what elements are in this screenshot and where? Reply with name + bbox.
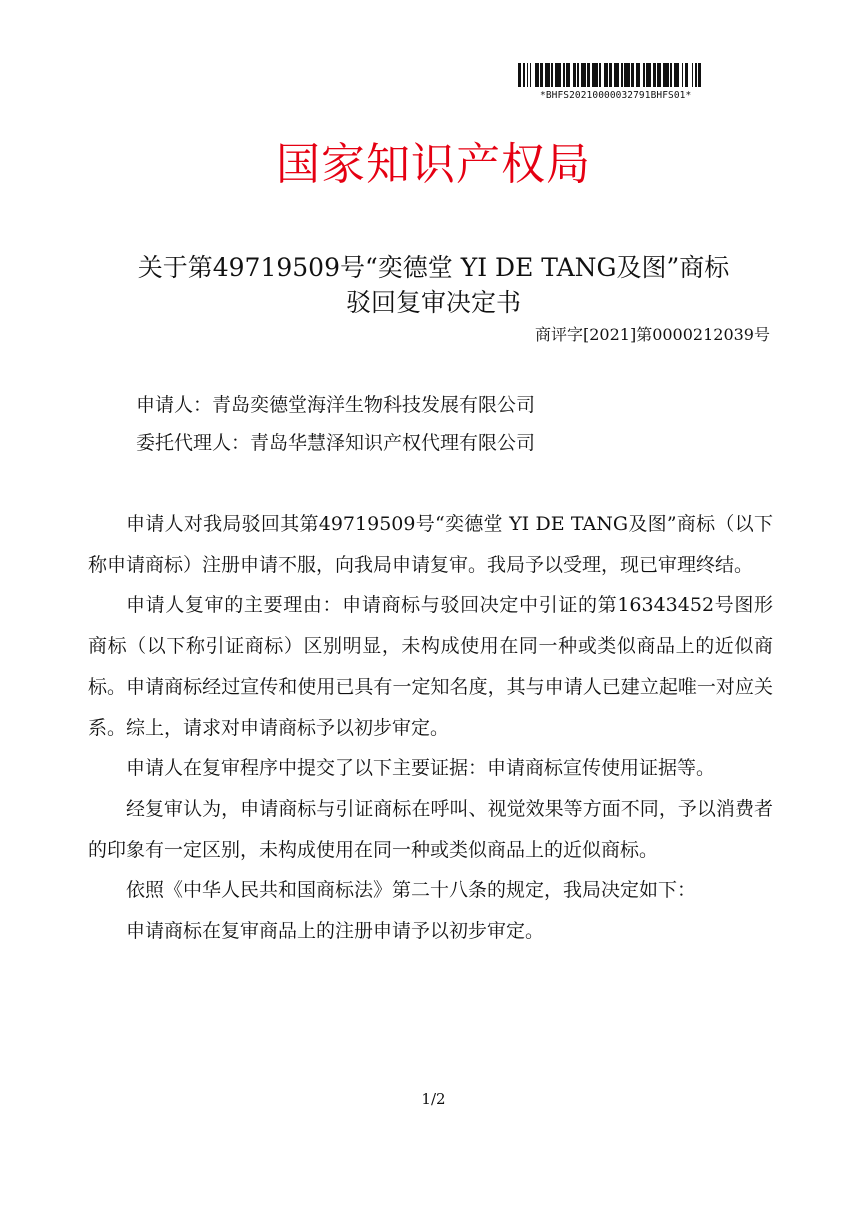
- decision-title-line1: 关于第49719509号“奕德堂 YI DE TANG及图”商标: [137, 253, 730, 282]
- body-paragraph: 申请商标在复审商品上的注册申请予以初步审定。: [126, 920, 545, 943]
- body-paragraph: 经复审认为，申请商标与引证商标在呼叫、视觉效果等方面不同，予以消费者的印象有一定区别，未构成使用在同一种或类似商品上的近似商标。: [88, 797, 773, 861]
- agency-title: 国家知识产权局: [276, 139, 591, 190]
- body-paragraph: 依照《中华人民共和国商标法》第二十八条的规定，我局决定如下：: [126, 879, 697, 902]
- barcode-text: *BHFS20210000032791BHFS01*: [540, 90, 692, 101]
- applicant-line: 申请人：青岛奕德堂海洋生物科技发展有限公司: [136, 394, 536, 416]
- barcode: [518, 63, 743, 87]
- body-paragraph: 申请人对我局驳回其第49719509号“奕德堂 YI DE TANG及图”商标（以下称申请商标）注册申请不服，向我局申请复审。我局予以受理，现已审理终结。: [88, 513, 773, 576]
- agent-line: 委托代理人：青岛华慧泽知识产权代理有限公司: [136, 432, 536, 454]
- decision-title-line2: 驳回复审决定书: [345, 288, 521, 317]
- body-paragraph: 申请人在复审程序中提交了以下主要证据：申请商标宣传使用证据等。: [126, 757, 716, 780]
- body-paragraph: 申请人复审的主要理由：申请商标与驳回决定中引证的第16343452号图形商标（以下称引证商标）区别明显，未构成使用在同一种或类似商品上的近似商标。申请商标经过宣传和使用已具有一定知名度，其与申请人已建立起唯一对应关系。综上，请求对申请商标予以初步审定。: [88, 594, 773, 739]
- page-number: 1/2: [421, 1090, 446, 1108]
- decision-body: [88, 504, 773, 952]
- document-number: 商评字[2021]第0000212039号: [534, 325, 770, 344]
